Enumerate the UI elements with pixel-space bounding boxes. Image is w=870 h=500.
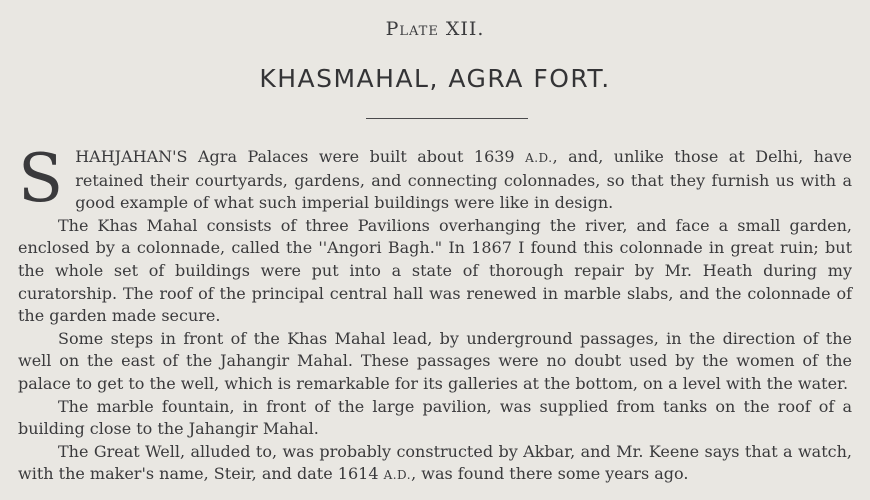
paragraph-1 xyxy=(18,140,852,217)
paragraph-4: The marble fountain, in front of the large pavilion, was supplied from tanks on the roof of a building close to the Jahangir Mahal. xyxy=(18,396,852,439)
paragraph-2: The Khas Mahal consists of three Pavilions overhanging the river, and face a small garden, enclosed by a colonnade, called the ''Angori Bagh." In 1867 I found this colonnade in great ruin; but the whole set of buildings were put into a state of thorough repair by Mr. Heath during my curatorship. The roof of the principal central hall was renewed in marble slabs, and the colonnade of the garden made secure. xyxy=(18,215,852,326)
paragraph-5-text-a: The Great Well, alluded to, was probably constructed by Akbar, and Mr. Keene says that a watch, with the maker's name, Steir, and date 1614 xyxy=(18,441,852,484)
title-divider xyxy=(366,118,528,119)
paragraph-3: Some steps in front of the Khas Mahal lead, by underground passages, in the direction of the well on the east of the Jahangir Mahal. These passages were no doubt used by the women of the palace to get to the well, which is remarkable for its galleries at the bottom, on a level with the water. xyxy=(18,328,852,393)
paragraph-5-text-b: , was found there some years ago. xyxy=(411,464,689,484)
paragraph-1-text-b: , and, unlike those at Delhi, have retained their courtyards, gardens, and connecting colonnades, so that they furnish us with a good example of what such imperial buildings were like in design. xyxy=(75,147,852,213)
era-abbrev: A.D. xyxy=(525,151,553,165)
page-title: KHASMAHAL, AGRA FORT. xyxy=(259,64,611,93)
paragraph-1-text-a: HAHJAHAN'S Agra Palaces were built about 1639 xyxy=(75,147,526,166)
plate-number: Plate XII. xyxy=(385,18,485,40)
paragraph-5 xyxy=(18,441,852,487)
article-body xyxy=(18,140,852,487)
drop-cap: S xyxy=(18,140,64,217)
era-abbrev: A.D. xyxy=(383,468,412,483)
